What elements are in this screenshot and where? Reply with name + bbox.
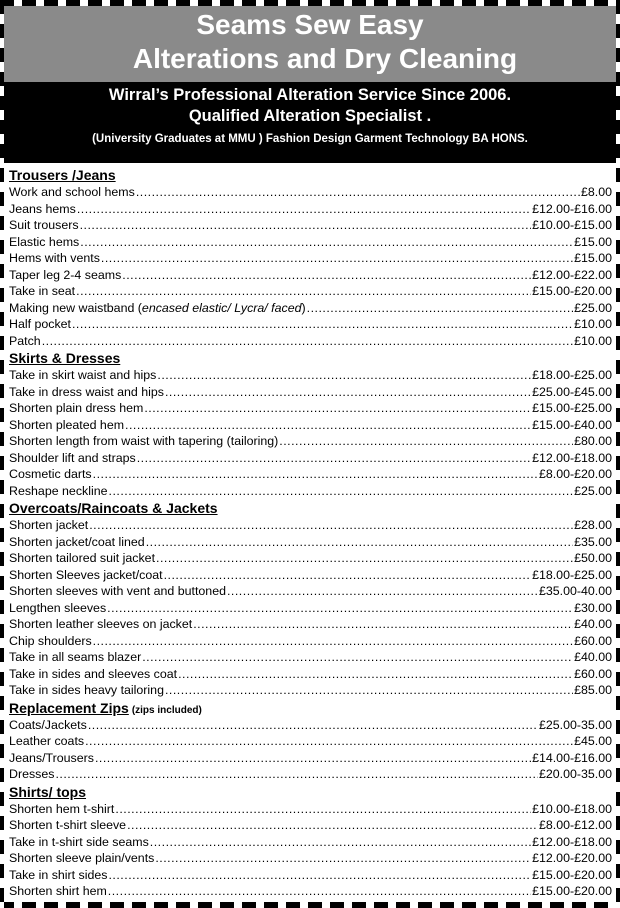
dot-leader	[84, 733, 573, 750]
service-name	[9, 217, 79, 234]
price-row	[9, 367, 612, 384]
service-name	[9, 234, 79, 251]
service-price: £15.00-£20.00	[532, 867, 612, 882]
tagline-qualification: (University Graduates at MMU ) Fashion Design Garment Technology BA HONS.	[92, 133, 528, 145]
right-dashed-border	[616, 0, 620, 908]
service-price: £20.00-35.00	[538, 767, 612, 781]
service-name	[9, 250, 100, 267]
service-price: £40.00	[574, 617, 612, 631]
service-price: £8.00	[580, 185, 612, 199]
price-row	[9, 750, 612, 767]
dot-leader	[121, 267, 531, 284]
price-row	[9, 433, 612, 450]
title-banner	[4, 6, 616, 82]
section-title: Overcoats/Raincoats & Jackets	[9, 500, 218, 516]
service-price: £8.00-£20.00	[538, 467, 612, 481]
dot-leader	[126, 817, 538, 834]
service-price: £15.00-£40.00	[532, 417, 612, 432]
service-price: £25.00-35.00	[538, 717, 612, 732]
service-price: £80.00	[574, 434, 612, 448]
price-row	[9, 766, 612, 783]
service-name	[9, 384, 164, 401]
service-name	[9, 649, 141, 666]
dot-leader	[149, 834, 531, 851]
price-row	[9, 649, 612, 666]
service-price: £35.00-40.00	[538, 584, 612, 598]
dot-leader	[100, 250, 573, 267]
service-name	[9, 433, 278, 450]
service-price: £14.00-£16.00	[532, 750, 612, 765]
service-name-text: Shorten pleated hem	[9, 417, 125, 432]
service-name-text: Shoulder lift and straps	[9, 450, 136, 465]
dot-leader	[41, 333, 573, 350]
dot-leader	[156, 367, 531, 384]
price-row	[9, 217, 612, 234]
service-name-text: Shorten jacket/coat lined	[9, 534, 145, 549]
price-row	[9, 850, 612, 867]
price-row	[9, 733, 612, 750]
service-name-text: Dresses	[9, 767, 55, 781]
service-name	[9, 616, 192, 633]
service-name	[9, 184, 135, 201]
service-price: £28.00	[574, 518, 612, 532]
service-name-text: Shorten jacket	[9, 518, 89, 532]
service-name-text: Half pocket	[9, 317, 71, 331]
price-row	[9, 883, 612, 900]
service-name-text: Making new waistband (	[9, 300, 142, 315]
service-name-detail: encased elastic/ Lycra/ faced	[141, 300, 302, 315]
dot-leader	[76, 201, 531, 218]
service-name-text: Take in all seams blazer	[9, 650, 142, 664]
price-row	[9, 466, 612, 483]
service-name	[9, 517, 88, 534]
price-row	[9, 534, 612, 551]
dot-leader	[164, 384, 531, 401]
section-heading	[9, 783, 612, 801]
service-price: £45.00	[574, 734, 612, 748]
service-price: £12.00-£18.00	[532, 450, 612, 465]
dot-leader	[278, 433, 573, 450]
price-row	[9, 333, 612, 350]
service-name-close: )	[301, 300, 306, 315]
service-name	[9, 417, 124, 434]
price-row	[9, 834, 612, 851]
service-price: £15.00-£20.00	[532, 284, 612, 298]
service-name	[9, 682, 164, 699]
dot-leader	[135, 184, 580, 201]
service-price: £25.00-£45.00	[532, 384, 612, 399]
dot-leader	[164, 682, 573, 699]
dot-leader	[75, 283, 531, 300]
service-name	[9, 267, 121, 284]
service-name-text: Shorten t-shirt sleeve	[9, 818, 127, 832]
dot-leader	[124, 417, 531, 434]
service-name-text: Reshape neckline	[9, 483, 108, 498]
service-name-text: Shorten plain dress hem	[9, 401, 144, 415]
service-name-text: Leather coats	[9, 734, 85, 748]
price-row	[9, 300, 612, 317]
price-row	[9, 450, 612, 467]
service-price: £15.00-£20.00	[532, 884, 612, 898]
service-price: £40.00	[574, 650, 612, 664]
dot-leader	[108, 483, 574, 500]
dot-leader	[114, 801, 531, 818]
price-row	[9, 234, 612, 251]
service-name	[9, 534, 145, 551]
service-name	[9, 817, 126, 834]
section-note: (zips included)	[131, 704, 202, 716]
price-list	[9, 166, 612, 900]
price-row	[9, 666, 612, 683]
section-heading	[9, 166, 612, 184]
price-row	[9, 616, 612, 633]
service-price: £12.00-£20.00	[532, 851, 612, 865]
service-price: £10.00-£18.00	[532, 801, 612, 816]
price-row	[9, 867, 612, 884]
service-name-text: Shorten Sleeves jacket/coat	[9, 567, 163, 582]
price-row	[9, 283, 612, 300]
section-title: Replacement Zips	[9, 699, 129, 716]
price-row	[9, 567, 612, 584]
service-price: £50.00	[574, 551, 612, 565]
service-price: £12.00-£22.00	[532, 267, 612, 282]
service-price: £10.00	[574, 317, 612, 331]
service-price: £35.00	[574, 534, 612, 549]
business-subtitle: Alterations and Dry Cleaning	[132, 43, 518, 74]
dot-leader	[79, 217, 532, 234]
service-price: £12.00-£18.00	[532, 834, 612, 849]
service-name	[9, 316, 71, 333]
dot-leader	[88, 517, 573, 534]
service-name	[9, 367, 156, 384]
service-price: £25.00	[574, 483, 612, 498]
service-name	[9, 201, 76, 218]
service-name-text: Suit trousers	[9, 218, 79, 232]
dot-leader	[54, 766, 538, 783]
dot-leader	[107, 867, 531, 884]
service-name-text: Take in skirt waist and hips	[9, 368, 157, 382]
dot-leader	[226, 583, 538, 600]
section-title: Shirts/ tops	[9, 783, 87, 800]
service-name-text: Take in dress waist and hips	[9, 384, 164, 399]
price-row	[9, 682, 612, 699]
price-row	[9, 517, 612, 534]
service-name	[9, 717, 87, 734]
service-name-text: Work and school hems	[9, 185, 135, 199]
dot-leader	[163, 567, 531, 584]
service-price: £18.00-£25.00	[532, 567, 612, 582]
dot-leader	[136, 450, 531, 467]
service-name	[9, 300, 306, 317]
service-name-text: Hems with vents	[9, 251, 100, 265]
service-name	[9, 283, 75, 300]
price-row	[9, 801, 612, 818]
section-title: Trousers /Jeans	[9, 167, 116, 183]
price-row	[9, 267, 612, 284]
service-price: £15.00-£25.00	[532, 401, 612, 415]
service-name	[9, 867, 107, 884]
service-price: £18.00-£25.00	[532, 368, 612, 382]
service-name-text: Shorten sleeve plain/vents	[9, 851, 155, 865]
dot-leader	[92, 466, 538, 483]
dot-leader	[79, 234, 573, 251]
price-row	[9, 250, 612, 267]
section-heading	[9, 349, 612, 367]
service-name	[9, 750, 94, 767]
service-name	[9, 466, 92, 483]
dot-leader	[107, 883, 531, 900]
service-name-text: Take in t-shirt side seams	[9, 834, 149, 849]
price-row	[9, 483, 612, 500]
dot-leader	[155, 550, 573, 567]
price-row	[9, 550, 612, 567]
service-price: £30.00	[574, 600, 612, 615]
service-name	[9, 400, 143, 417]
service-name-text: Cosmetic darts	[9, 467, 92, 481]
service-name-text: Take in sides heavy tailoring	[9, 683, 164, 697]
service-name	[9, 633, 92, 650]
service-name-text: Chip shoulders	[9, 633, 92, 648]
service-name-text: Take in shirt sides	[9, 867, 108, 882]
price-row	[9, 316, 612, 333]
price-row	[9, 633, 612, 650]
dot-leader	[106, 600, 573, 617]
service-name-text: Taper leg 2-4 seams	[9, 267, 122, 282]
price-row	[9, 817, 612, 834]
dot-leader	[87, 717, 538, 734]
service-name	[9, 801, 114, 818]
service-name-text: Lengthen sleeves	[9, 600, 107, 615]
price-row	[9, 417, 612, 434]
service-name-text: Take in sides and sleeves coat	[9, 666, 178, 681]
section-title: Skirts & Dresses	[9, 350, 121, 366]
service-price: £25.00	[574, 300, 612, 315]
service-name-text: Shorten length from waist with tapering (tailoring)	[9, 434, 279, 448]
section-heading	[9, 499, 612, 517]
service-name-text: Shorten sleeves with vent and buttoned	[9, 584, 226, 598]
service-name-text: Shorten hem t-shirt	[9, 801, 115, 816]
service-name	[9, 834, 149, 851]
dot-leader	[177, 666, 573, 683]
service-name	[9, 583, 226, 600]
dot-leader	[192, 616, 573, 633]
dot-leader	[154, 850, 531, 867]
service-price: £60.00	[574, 633, 612, 648]
service-price: £8.00-£12.00	[538, 818, 612, 832]
service-name	[9, 883, 107, 900]
service-name-text: Coats/Jackets	[9, 717, 87, 732]
service-name-text: Elastic hems	[9, 234, 80, 249]
service-name-text: Shorten shirt hem	[9, 884, 107, 898]
dot-leader	[306, 300, 573, 317]
service-name	[9, 333, 41, 350]
price-row	[9, 201, 612, 218]
tagline-specialist: Qualified Alteration Specialist .	[188, 107, 432, 125]
dot-leader	[94, 750, 531, 767]
service-price: £60.00	[574, 666, 612, 681]
service-price: £10.00-£15.00	[532, 218, 612, 232]
price-row	[9, 600, 612, 617]
service-name	[9, 766, 54, 783]
price-row	[9, 583, 612, 600]
service-name	[9, 450, 136, 467]
tagline-banner	[4, 82, 616, 163]
service-name-text: Jeans/Trousers	[9, 750, 94, 765]
service-name-text: Jeans hems	[9, 201, 76, 216]
service-name	[9, 483, 108, 500]
service-name	[9, 850, 154, 867]
section-heading	[9, 699, 612, 717]
service-name	[9, 733, 84, 750]
dot-leader	[145, 534, 573, 551]
bottom-dashed-border	[0, 902, 620, 908]
service-price: £12.00-£16.00	[532, 201, 612, 216]
business-name: Seams Sew Easy	[196, 9, 424, 40]
dot-leader	[92, 633, 573, 650]
dot-leader	[71, 316, 573, 333]
service-name	[9, 600, 106, 617]
service-name	[9, 666, 177, 683]
service-name-text: Take in seat	[9, 284, 76, 298]
dot-leader	[141, 649, 573, 666]
service-price: £15.00	[574, 251, 612, 265]
price-row	[9, 184, 612, 201]
service-price: £15.00	[574, 234, 612, 249]
tagline-service: Wirral’s Professional Alteration Service Since 2006.	[108, 86, 512, 104]
price-row	[9, 717, 612, 734]
service-name	[9, 550, 155, 567]
service-price: £85.00	[574, 683, 612, 697]
service-name-text: Patch	[9, 333, 41, 348]
service-price: £10.00	[574, 333, 612, 348]
service-name-text: Shorten tailored suit jacket	[9, 551, 156, 565]
price-row	[9, 384, 612, 401]
dot-leader	[143, 400, 531, 417]
service-name	[9, 567, 163, 584]
service-name-text: Shorten leather sleeves on jacket	[9, 617, 193, 631]
price-row	[9, 400, 612, 417]
